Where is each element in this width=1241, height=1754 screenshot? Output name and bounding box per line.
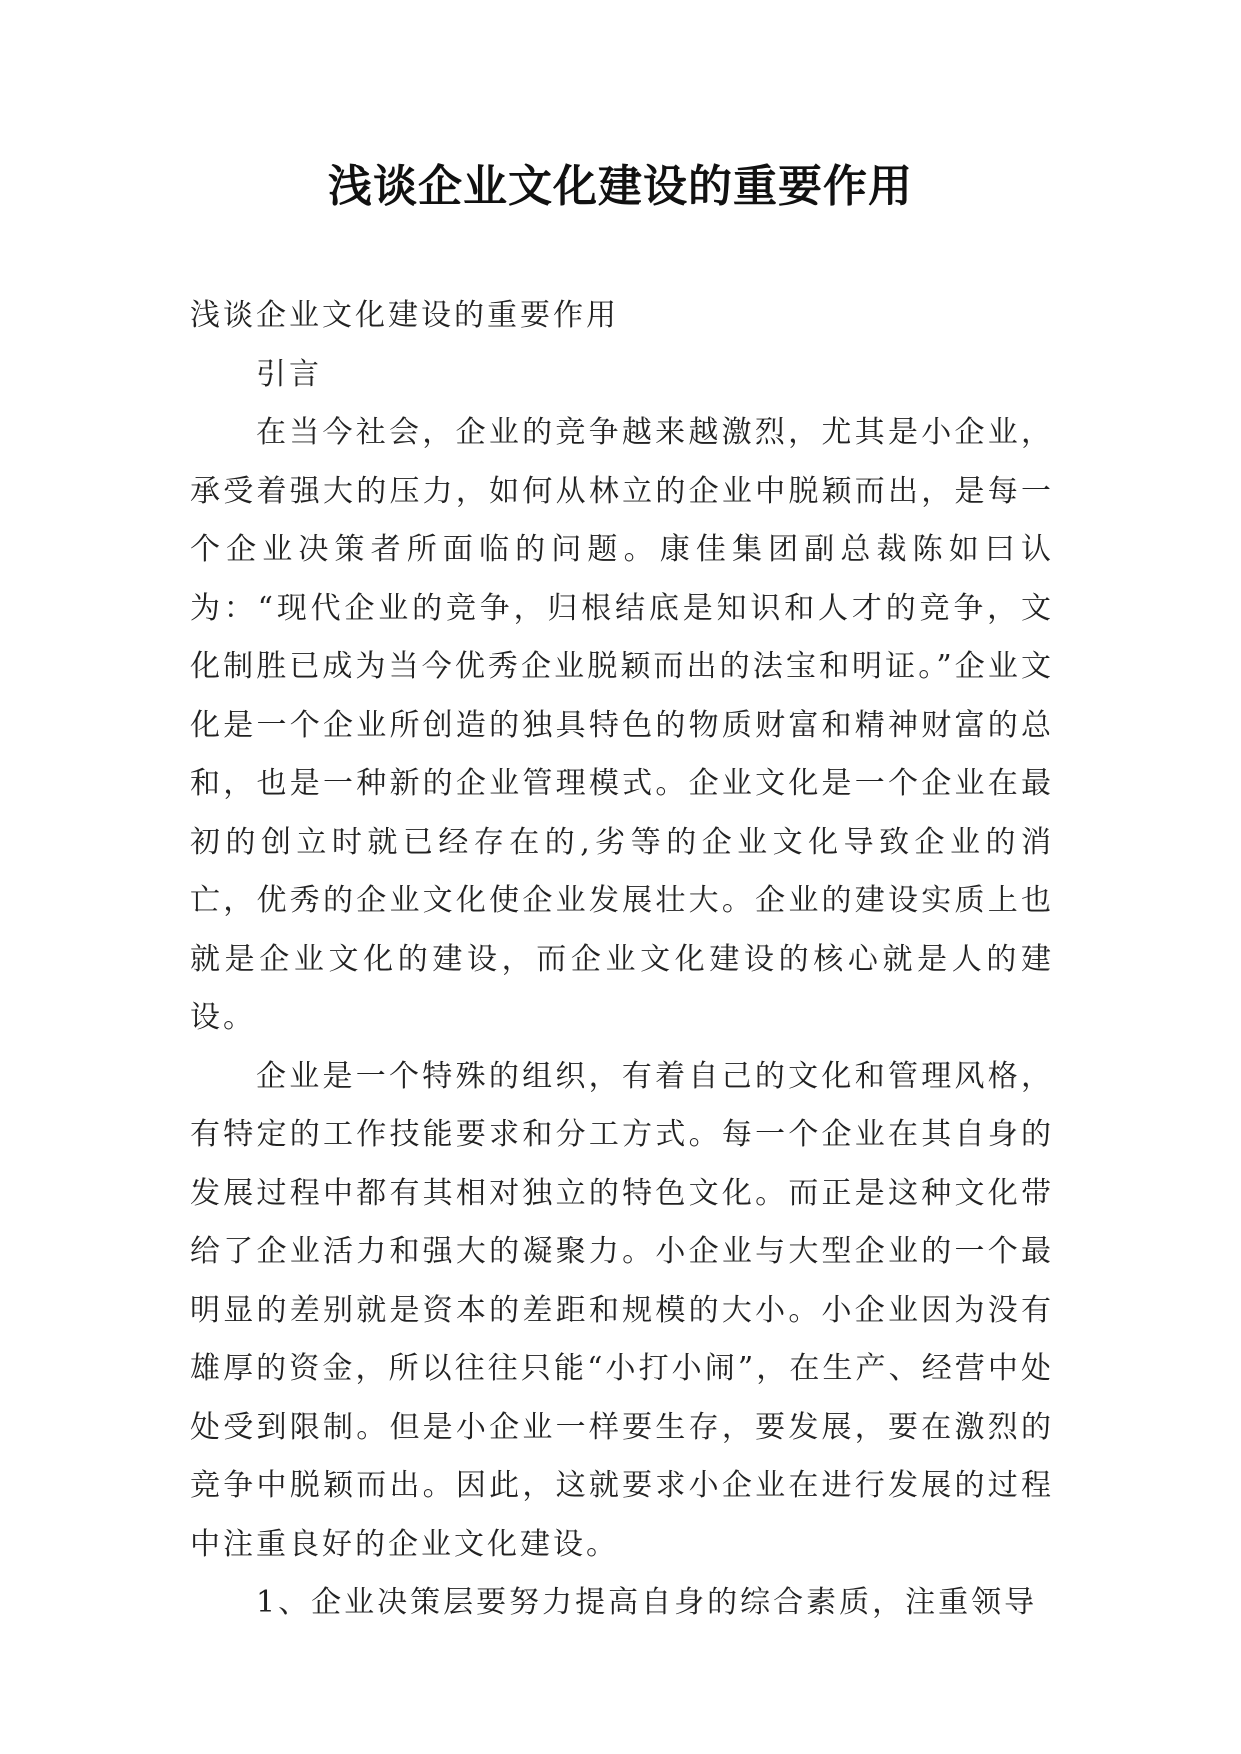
- paragraph-1: 在当今社会，企业的竞争越来越激烈，尤其是小企业，承受着强大的压力，如何从林立的企业中脱颖而出，是每一个企业决策者所面临的问题。康佳集团副总裁陈如曰认为：“现代企业的竞争，归根结底是知识和人才的竞争，文化制胜已成为当今优秀企业脱颖而出的法宝和明证。”企业文化是一个企业所创造的独具特色的物质财富和精神财富的总和，也是一种新的企业管理模式。企业文化是一个企业在最初的创立时就已经存在的,劣等的企业文化导致企业的消亡，优秀的企业文化使企业发展壮大。企业的建设实质上也就是企业文化的建设，而企业文化建设的核心就是人的建设。: [190, 415, 1054, 1035]
- document-body: [190, 287, 1054, 1633]
- paragraph-2: 企业是一个特殊的组织，有着自己的文化和管理风格，有特定的工作技能要求和分工方式。每一个企业在其自身的发展过程中都有其相对独立的特色文化。而正是这种文化带给了企业活力和强大的凝聚力。小企业与大型企业的一个最明显的差别就是资本的差距和规模的大小。小企业因为没有雄厚的资金，所以往往只能“小打小闹”，在生产、经营中处处受到限制。但是小企业一样要生存，要发展，要在激烈的竞争中脱颖而出。因此，这就要求小企业在进行发展的过程中注重良好的企业文化建设。: [190, 1058, 1054, 1562]
- document-title: 浅谈企业文化建设的重要作用: [328, 161, 913, 212]
- document-subtitle: 浅谈企业文化建设的重要作用: [190, 298, 619, 333]
- intro-heading: 引言: [256, 356, 322, 392]
- paragraph-3: 1、企业决策层要努力提高自身的综合素质，注重领导: [256, 1585, 1038, 1620]
